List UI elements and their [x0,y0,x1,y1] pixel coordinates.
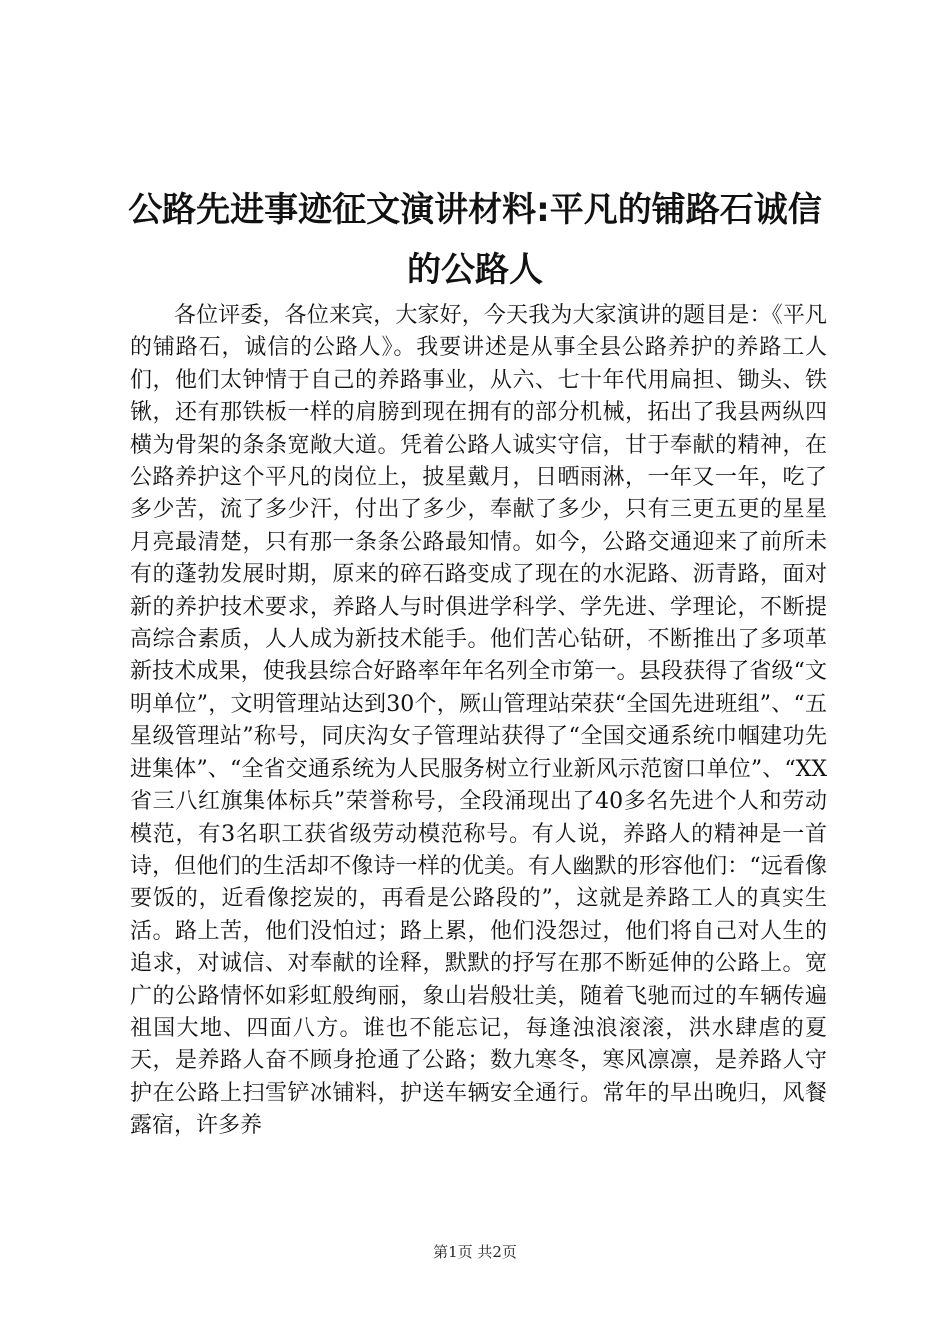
page-footer: 第1页 共2页 [433,1243,517,1261]
body-paragraph: 各位评委，各位来宾，大家好，今天我为大家演讲的题目是：《平凡的铺路石，诚信的公路人》。我要讲述是从事全县公路养护的养路工人们，他们太钟情于自己的养路事业，从六、七十年代用扁担、锄头、铁锹，还有那铁板一样的肩膀到现在拥有的部分机械，拓出了我县两纵四横为骨架的条条宽敞大道。凭着公路人诚实守信，甘于奉献的精神，在公路养护这个平凡的岗位上，披星戴月，日晒雨淋，一年又一年，吃了多少苦，流了多少汗，付出了多少，奉献了多少，只有三更五更的星星月亮最清楚，只有那一条条公路最知情。如今，公路交通迎来了前所未有的蓬勃发展时期，原来的碎石路变成了现在的水泥路、沥青路，面对新的养护技术要求，养路人与时俱进学科学、学先进、学理论，不断提高综合素质，人人成为新技术能手。他们苦心钻研，不断推出了多项革新技术成果，使我县综合好路率年年名列全市第一。县段获得了省级“文明单位”，文明管理站达到30个，厥山管理站荣获“全国先进班组”、“五星级管理站”称号，同庆沟女子管理站获得了“全国交通系统巾帼建功先进集体”、“全省交通系统为人民服务树立行业新风示范窗口单位”、“XX省三八红旗集体标兵”荣誉称号，全段涌现出了40多名先进个人和劳动模范，有3名职工获省级劳动模范称号。有人说，养路人的精神是一首诗，但他们的生活却不像诗一样的优美。有人幽默的形容他们：“远看像要饭的，近看像挖炭的，再看是公路段的”，这就是养路工人的真实生活。路上苦，他们没怕过；路上累，他们没怨过，他们将自己对人生的追求，对诚信、对奉献的诠释，默默的抒写在那不断延伸的公路上。宽广的公路情怀如彩虹般绚丽，象山岩般壮美，随着飞驰而过的车辆传遍祖国大地、四面八方。谁也不能忘记，每逢浊浪滚滚，洪水肆虐的夏天，是养路人奋不顾身抢通了公路；数九寒冬，寒风凛凛，是养路人守护在公路上扫雪铲冰铺料，护送车辆安全通行。常年的早出晚归，风餐露宿，许多养 [130,303,827,1139]
document-title: 公路先进事迹征文演讲材料:平凡的铺路石诚信的公路人 [128,190,822,290]
